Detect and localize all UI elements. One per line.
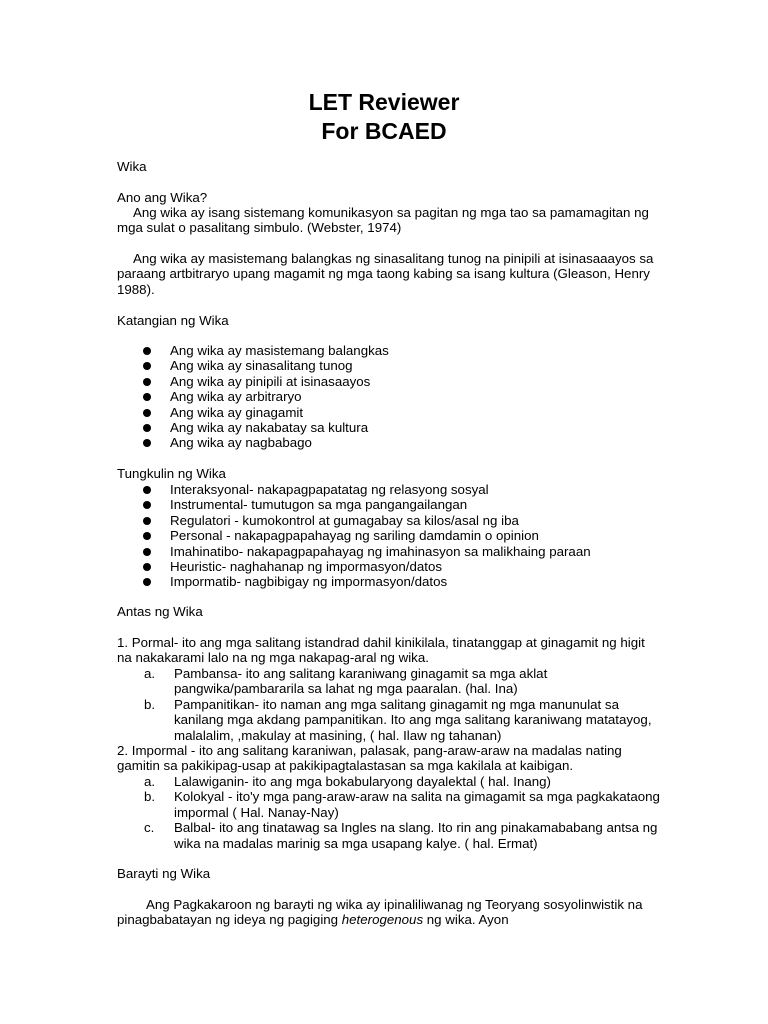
section-heading-antas: Antas ng Wika (117, 604, 203, 619)
list-item (117, 574, 591, 589)
barayti-paragraph (117, 897, 662, 928)
document-title-line1: LET Reviewer (308, 89, 460, 115)
definition-paragraph-2: Ang wika ay masistemang balangkas ng sinasalitang tunog na pinipili at isinasaaayos sa paraang artbitraryo upang magamit ng mga taong kabing sa isang kultura (Gleason, Henry 1988). (117, 251, 654, 297)
pormal-sublist (117, 666, 662, 743)
list-item-text: Interaksyonal- nakapagpapatatag ng relasyong sosyal (170, 482, 489, 497)
section-heading-wika: Wika (117, 159, 147, 174)
sublist-item-text: Kolokyal - ito'y mga pang-araw-araw na salita na gimagamit sa mga pagkakataong impormal ( Hal. Nanay-Nay) (174, 789, 660, 820)
sublist-item-text: Lalawiganin- ito ang mga bokabularyong dayalektal ( hal. Inang) (174, 774, 551, 789)
sublist-item (117, 774, 662, 789)
bullet-icon (143, 517, 151, 525)
bullet-icon (143, 439, 151, 447)
list-item (117, 435, 389, 450)
barayti-text-after: ng wika. Ayon (423, 912, 509, 928)
sublist-item-text: Balbal- ito ang tinatawag sa Ingles na slang. Ito rin ang pinakamababang antsa ng wika na madalas marinig sa mga usapang kalye. ( hal. Ermat) (174, 820, 658, 851)
bullet-icon (143, 347, 151, 355)
list-item (117, 405, 389, 420)
impormal-sublist (117, 774, 662, 851)
list-item-text: Regulatori - kumokontrol at gumagabay sa kilos/asal ng iba (170, 512, 519, 528)
document-title-line2: For BCAED (321, 118, 447, 144)
list-item (117, 513, 591, 528)
list-item (117, 544, 591, 559)
bullet-icon (143, 563, 151, 571)
list-item-text: Ang wika ay arbitraryo (170, 389, 302, 405)
antas-pormal-paragraph: 1. Pormal- ito ang mga salitang istandrad dahil kinikilala, tinatanggap at ginagamit ng higit na nakakarami lalo na ng mga nakapag-aral ng wika. (117, 635, 645, 666)
bullet-icon (143, 548, 151, 556)
sublist-marker: a. (144, 774, 156, 789)
bullet-icon (143, 424, 151, 432)
bullet-icon (143, 532, 151, 540)
list-item-text: Ang wika ay nakabatay sa kultura (170, 420, 369, 436)
list-item (117, 482, 591, 497)
list-item-text: Ang wika ay sinasalitang tunog (170, 358, 353, 374)
section-heading-tungkulin: Tungkulin ng Wika (117, 466, 226, 481)
sublist-item (117, 697, 662, 743)
list-item-text: Ang wika ay nagbabago (170, 435, 312, 451)
antas-impormal-paragraph: 2. Impormal - ito ang salitang karaniwan, palasak, pang-araw-araw na madalas nating gamitin sa pakikipag-usap at pakikipagtalastasan sa mga kakilala at kaibigan. (117, 743, 622, 774)
sublist-item-text: Pampanitikan- ito naman ang mga salitang ginagamit ng mga manunulat sa kanilang mga akdang pampanitikan. Ito ang mga salitang karaniwang matatayog, malalalim, ,makulay at masining, ( hal. Ilaw ng tahanan) (174, 696, 652, 743)
list-item-text: Imahinatibo- nakapagpapahayag ng imahinasyon sa malikhaing paraan (170, 543, 591, 559)
list-item (117, 528, 591, 543)
list-item (117, 420, 389, 435)
bullet-icon (143, 393, 151, 401)
bullet-icon (143, 501, 151, 509)
sublist-marker: c. (144, 820, 155, 836)
bullet-icon (143, 578, 151, 586)
list-item-text: Ang wika ay masistemang balangkas (170, 343, 389, 358)
sublist-item (117, 820, 662, 851)
sublist-item (117, 789, 662, 820)
section-heading-barayti: Barayti ng Wika (117, 866, 211, 881)
katangian-list (117, 343, 389, 451)
list-item (117, 343, 389, 358)
bullet-icon (143, 362, 151, 370)
list-item-text: Personal - nakapagpapahayag ng sariling damdamin o opinion (170, 528, 539, 544)
list-item-text: Heuristic- naghahanap ng impormasyon/datos (170, 559, 443, 575)
sublist-marker: b. (144, 789, 156, 805)
sublist-item (117, 666, 662, 697)
list-item-text: Instrumental- tumutugon sa mga pangangailangan (170, 497, 468, 513)
sublist-marker: a. (144, 666, 156, 681)
definition-paragraph-1: Ang wika ay isang sistemang komunikasyon sa pagitan ng mga tao sa pamamagitan ng mga sulat o pasalitang simbulo. (Webster, 1974) (117, 205, 649, 236)
list-item (117, 358, 389, 373)
list-item (117, 374, 389, 389)
tungkulin-list (117, 482, 591, 590)
list-item-text: Ang wika ay pinipili at isinasaayos (170, 373, 371, 389)
bullet-icon (143, 378, 151, 386)
sublist-marker: b. (144, 696, 156, 712)
bullet-icon (143, 409, 151, 417)
section-heading-katangian: Katangian ng Wika (117, 313, 229, 328)
sublist-item-text: Pambansa- ito ang salitang karaniwang ginagamit sa mga aklat pangwika/pambararila sa lahat ng mga paaralan. (hal. Ina) (174, 666, 548, 697)
list-item (117, 389, 389, 404)
question-heading: Ano ang Wika? (117, 190, 208, 205)
list-item (117, 497, 591, 512)
barayti-text-italic: heterogenous (341, 912, 424, 928)
list-item-text: Impormatib- nagbibigay ng impormasyon/datos (170, 574, 448, 590)
list-item-text: Ang wika ay ginagamit (170, 404, 304, 420)
list-item (117, 559, 591, 574)
bullet-icon (143, 486, 151, 494)
barayti-text-before: Ang Pagkakaroon ng barayti ng wika ay ipinaliliwanag ng Teoryang sosyolinwistik na pinagbabatayan ng ideya ng pagiging (117, 897, 643, 928)
